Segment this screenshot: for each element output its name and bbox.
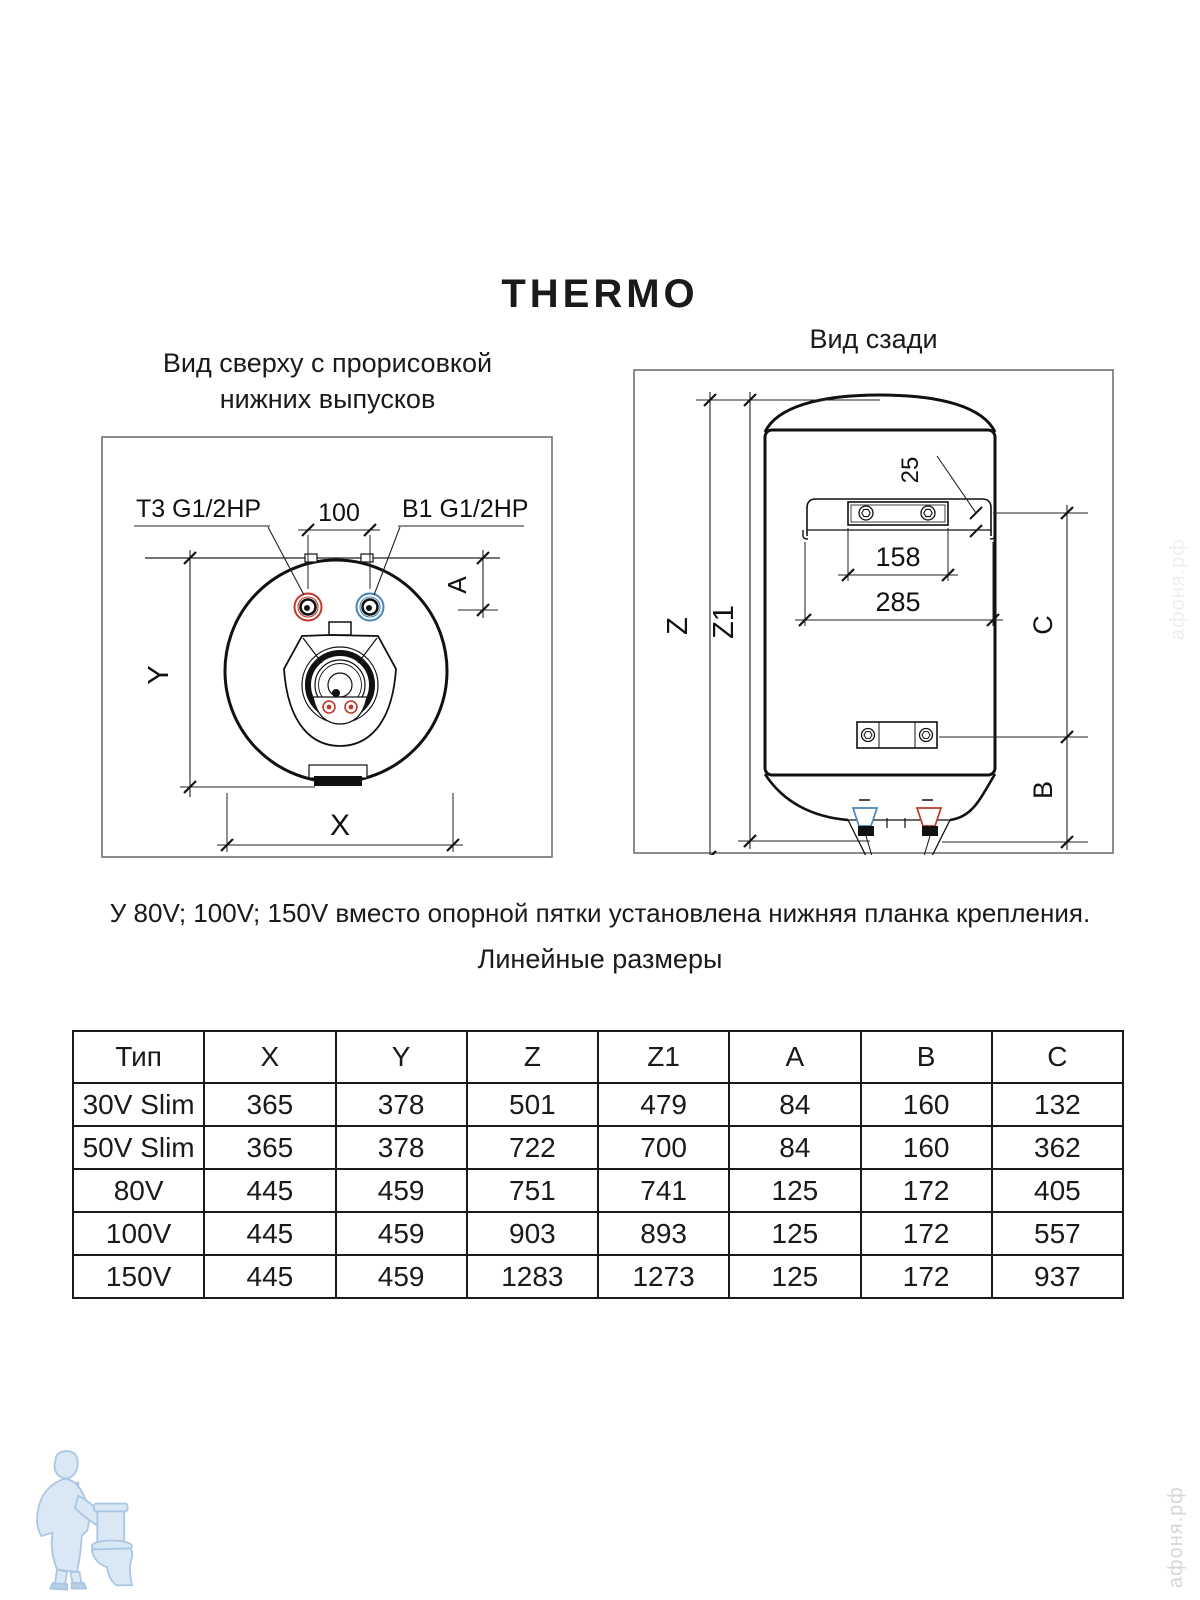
cold-pipe-nut	[858, 826, 874, 836]
table-row	[73, 1212, 1123, 1255]
cell-value: 378	[336, 1083, 467, 1126]
cell-value: 501	[467, 1083, 598, 1126]
col-header-b: B	[861, 1031, 992, 1083]
cell-value: 700	[598, 1126, 729, 1169]
cell-value: 125	[729, 1255, 860, 1298]
top-view-heading	[100, 346, 555, 417]
page-title: THERMO	[501, 272, 699, 316]
dim-b: B	[1028, 780, 1058, 800]
bottom-dome-right	[950, 774, 995, 820]
col-header-a: A	[729, 1031, 860, 1083]
cell-value: 751	[467, 1169, 598, 1212]
col-header-z: Z	[467, 1031, 598, 1083]
dim-25: 25	[897, 456, 924, 484]
cell-model: 100V	[73, 1212, 204, 1255]
cell-value: 405	[992, 1169, 1123, 1212]
cell-value: 125	[729, 1169, 860, 1212]
dim-a: A	[442, 576, 472, 594]
cell-value: 445	[204, 1212, 335, 1255]
col-header-x: X	[204, 1031, 335, 1083]
cell-value: 365	[204, 1126, 335, 1169]
cell-value: 445	[204, 1169, 335, 1212]
cell-value: 893	[598, 1212, 729, 1255]
cell-value: 160	[861, 1083, 992, 1126]
cell-value: 172	[861, 1169, 992, 1212]
bottom-dome-left	[765, 774, 848, 820]
dim-y: Y	[143, 665, 175, 685]
hot-pipe-nut	[922, 826, 938, 836]
site-watermark: афоня.рф	[1165, 1486, 1187, 1588]
plumber-jacket	[37, 1479, 89, 1572]
plumber-shoe	[50, 1583, 67, 1590]
label-b1: B1 G1/2HP	[402, 495, 529, 523]
plumber-head	[55, 1451, 78, 1478]
hot-pipe	[917, 808, 941, 826]
cell-value: 903	[467, 1212, 598, 1255]
cell-value: 459	[336, 1212, 467, 1255]
cell-value: 937	[992, 1255, 1123, 1298]
cell-value: 1283	[467, 1255, 598, 1298]
col-header-z1: Z1	[598, 1031, 729, 1083]
cell-value: 172	[861, 1255, 992, 1298]
dim-100: 100	[318, 499, 360, 527]
cell-value: 459	[336, 1169, 467, 1212]
cell-model: 150V	[73, 1255, 204, 1298]
col-header-c: C	[992, 1031, 1123, 1083]
cell-value: 84	[729, 1083, 860, 1126]
cell-value: 125	[729, 1212, 860, 1255]
bottom-connections	[848, 800, 950, 855]
dim-158: 158	[875, 542, 921, 572]
cell-value: 172	[861, 1212, 992, 1255]
rear-view-heading: Вид сзади	[809, 324, 938, 354]
cell-value: 459	[336, 1255, 467, 1298]
col-header-type: Тип	[73, 1031, 204, 1083]
cell-value: 722	[467, 1126, 598, 1169]
dimensions-table	[72, 1030, 1124, 1299]
bracket-tab	[361, 554, 373, 562]
cell-model: 50V Slim	[73, 1126, 204, 1169]
dim-x: X	[329, 809, 351, 842]
table-row	[73, 1255, 1123, 1298]
toilet-lid	[94, 1504, 128, 1512]
plumber-watermark	[22, 1442, 157, 1592]
cell-value: 365	[204, 1083, 335, 1126]
bracket-tab	[305, 554, 317, 562]
top-view-diagram	[100, 435, 555, 860]
label-t3: T3 G1/2HP	[136, 495, 262, 523]
table-row	[73, 1169, 1123, 1212]
cell-value: 84	[729, 1126, 860, 1169]
cell-model: 30V Slim	[73, 1083, 204, 1126]
top-view-heading-line1: Вид сверху с прорисовкой	[162, 348, 493, 378]
top-view-heading-line2: нижних выпусков	[219, 383, 436, 414]
table-header-row	[73, 1031, 1123, 1083]
top-dome	[765, 395, 995, 432]
col-header-y: Y	[336, 1031, 467, 1083]
foot-pad-rubber	[314, 776, 362, 786]
lower-mount-bracket	[857, 722, 937, 748]
mounting-note: У 80V; 100V; 150V вместо опорной пятки установлена нижняя планка крепления.	[109, 898, 1091, 928]
cold-pipe	[853, 808, 877, 826]
cell-value: 378	[336, 1126, 467, 1169]
cell-value: 132	[992, 1083, 1123, 1126]
table-row	[73, 1126, 1123, 1169]
dim-z: Z	[662, 617, 694, 635]
table-row	[73, 1083, 1123, 1126]
cell-value: 479	[598, 1083, 729, 1126]
cell-value: 1273	[598, 1255, 729, 1298]
dim-285: 285	[875, 587, 921, 617]
dim-c: C	[1028, 615, 1058, 635]
hot-port	[295, 594, 322, 621]
cell-value: 160	[861, 1126, 992, 1169]
cell-value: 445	[204, 1255, 335, 1298]
plumber-shoe	[72, 1583, 87, 1589]
toilet-bowl	[92, 1548, 132, 1585]
dim-z1: Z1	[708, 605, 740, 639]
table-title: Линейные размеры	[477, 944, 723, 974]
site-watermark-faint: афоня.рф	[1167, 538, 1189, 640]
rear-view-diagram	[632, 368, 1115, 855]
cell-model: 80V	[73, 1169, 204, 1212]
cell-value: 362	[992, 1126, 1123, 1169]
cold-port	[357, 594, 384, 621]
cell-value: 741	[598, 1169, 729, 1212]
cell-value: 557	[992, 1212, 1123, 1255]
